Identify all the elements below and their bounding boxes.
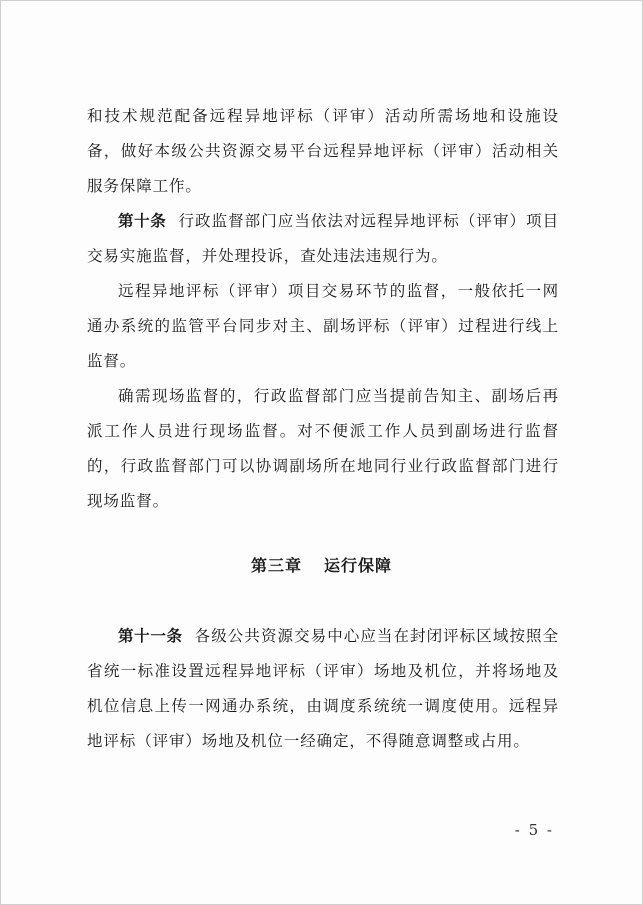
- article-11: [87, 619, 559, 759]
- paragraph-online-supervision: 远程异地评标（评审）项目交易环节的监督，一般依托一网通办系统的监管平台同步对主、副场评标（评审）过程进行线上监督。: [87, 282, 559, 370]
- article-10-text: 行政监督部门应当依法对远程异地评标（评审）项目交易实施监督，并处理投诉，查处违法违规行为。: [87, 212, 559, 265]
- paragraph-onsite-supervision: 确需现场监督的，行政监督部门应当提前告知主、副场后再派工作人员进行现场监督。对不便派工作人员到副场进行监督的，行政监督部门可以协调副场所在地同行业行政监督部门进行现场监督。: [87, 387, 559, 510]
- chapter-number: 第三章: [250, 556, 302, 575]
- chapter-heading: [1, 553, 642, 576]
- article-10: [87, 204, 559, 274]
- chapter-title: 运行保障: [324, 556, 393, 575]
- page-number: - 5 -: [514, 821, 554, 839]
- paragraph-continued: 和技术规范配备远程异地评标（评审）活动所需场地和设施设备，做好本级公共资源交易平台远程异地评标（评审）活动相关服务保障工作。: [87, 107, 559, 195]
- article-11-label: 第十一条: [118, 627, 183, 645]
- article-10-label: 第十条: [118, 212, 167, 230]
- article-11-text: 各级公共资源交易中心应当在封闭评标区域按照全省统一标准设置远程异地评标（评审）场地及机位，并将场地及机位信息上传一网通办系统，由调度系统统一调度使用。远程异地评标（评审）场地及机位一经确定，不得随意调整或占用。: [87, 627, 559, 750]
